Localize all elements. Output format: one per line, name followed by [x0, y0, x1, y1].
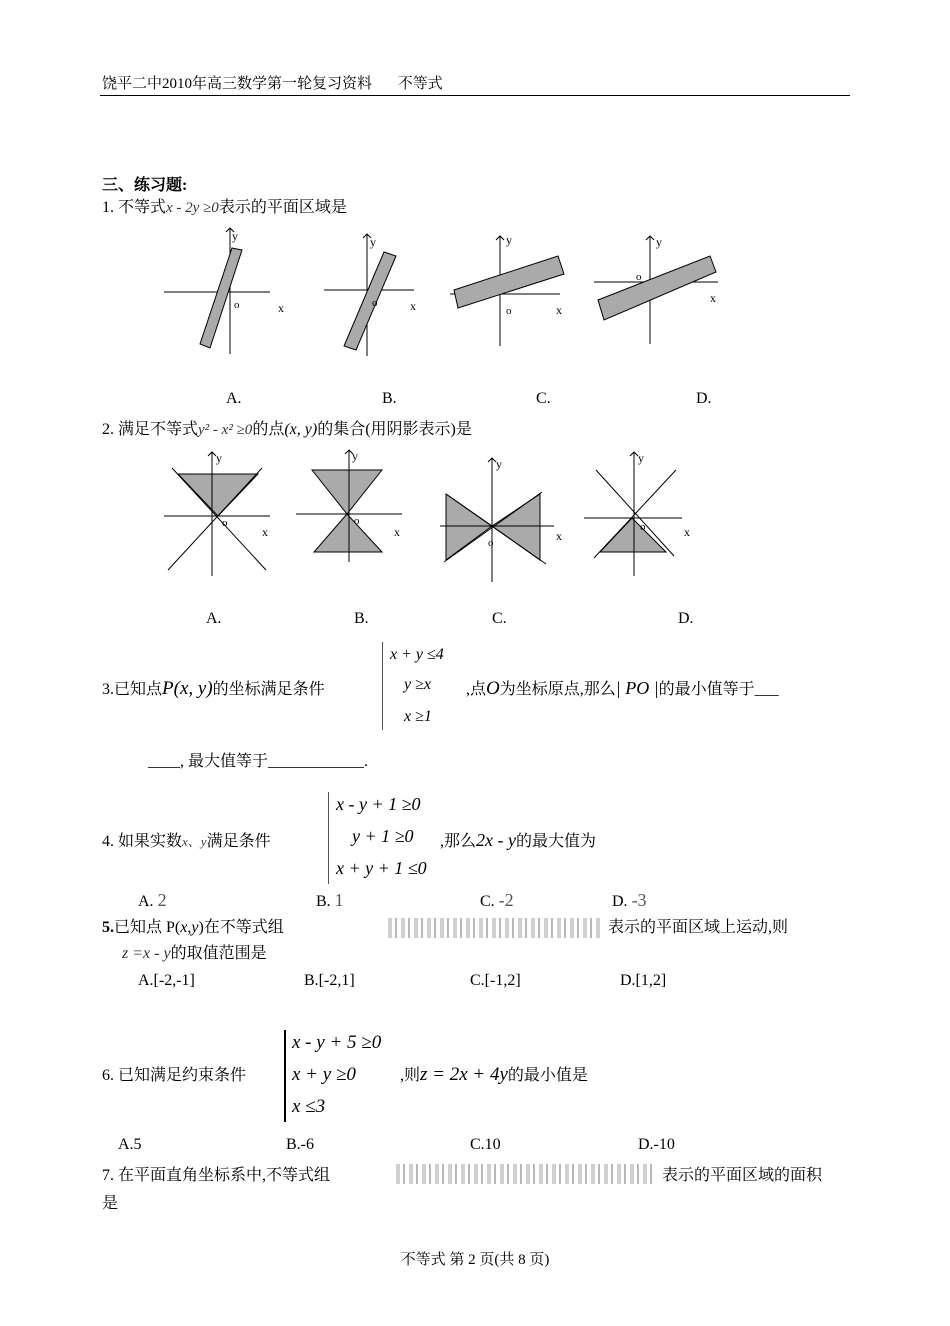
q7-text-after: 表示的平面区域的面积 [662, 1167, 823, 1184]
svg-text:o: o [354, 515, 360, 527]
q4-choice-d[interactable]: D. -3 [612, 890, 647, 910]
q2-graph-b [294, 448, 414, 568]
svg-text:y: y [656, 235, 662, 249]
svg-text:y: y [496, 457, 502, 471]
q5-text-after: 表示的平面区域上运动,则 [608, 919, 789, 936]
q4-choice-b[interactable]: B. 1 [316, 890, 344, 910]
svg-text:y: y [638, 451, 644, 465]
svg-text:x: x [684, 525, 690, 539]
axis-y-label: y [232, 229, 238, 243]
q1-text: 1. 不等式x - 2y ≥0表示的平面区域是 [102, 199, 347, 216]
q2-graph-a [162, 450, 282, 580]
page-footer: 不等式 第 2 页(共 8 页) [400, 1252, 550, 1268]
svg-text:o: o [488, 537, 494, 549]
section-title: 三、练习题: [102, 177, 188, 194]
q2-expr: y² - x² ≥0 [198, 422, 253, 438]
svg-text:o: o [222, 517, 228, 529]
q2-text: 2. 满足不等式y² - x² ≥0的点(x, y)的集合(用阴影表示)是 [102, 421, 472, 438]
q2-choice-b[interactable]: B. [354, 610, 369, 627]
svg-text:x: x [556, 529, 562, 543]
q7-inequality-image [396, 1164, 654, 1184]
origin-label: o [234, 299, 240, 311]
q1-choice-c[interactable]: C. [536, 390, 551, 407]
q3-line2: ____, 最大值等于____________. [148, 753, 369, 770]
q6-choice-b[interactable]: B.-6 [286, 1136, 314, 1153]
q4-text: 4. 如果实数x、y满足条件 [102, 833, 271, 850]
q3-text: 3.已知点P(x, y)的坐标满足条件 [102, 678, 325, 699]
q6-choice-c[interactable]: C.10 [470, 1136, 501, 1153]
q3-brace [382, 642, 383, 730]
q7-line2: 是 [102, 1195, 119, 1212]
q5-line2: z =x - y的取值范围是 [122, 945, 267, 962]
q5-choice-a[interactable]: A.[-2,-1] [138, 972, 195, 989]
q3-text-after: ,点O为坐标原点,那么| PO |的最小值等于___ [466, 678, 779, 699]
header-topic: 不等式 [397, 76, 443, 92]
header-rule [100, 95, 850, 96]
q6-brace [284, 1030, 286, 1122]
q5-choice-b[interactable]: B.[-2,1] [304, 972, 355, 989]
q4-choice-a[interactable]: A. 2 [138, 890, 167, 910]
q1-expr: x - 2y ≥0 [166, 200, 219, 216]
q1-choice-b[interactable]: B. [382, 390, 397, 407]
q1-choice-d[interactable]: D. [696, 390, 712, 407]
q2-choice-c[interactable]: C. [492, 610, 507, 627]
svg-text:y: y [370, 235, 376, 249]
q3-point: P(x, y) [162, 678, 213, 699]
svg-text:y: y [506, 233, 512, 247]
svg-text:o: o [506, 305, 512, 317]
q6-choice-d[interactable]: D.-10 [638, 1136, 675, 1153]
q2-choice-a[interactable]: A. [206, 610, 222, 627]
q5-choice-d[interactable]: D.[1,2] [620, 972, 667, 989]
q5-choice-c[interactable]: C.[-1,2] [470, 972, 521, 989]
svg-text:y: y [216, 451, 222, 465]
q5-text: 5.已知点 P(x,y)在不等式组 [102, 919, 284, 936]
q2-graph-c [438, 456, 568, 586]
svg-text:o: o [636, 271, 642, 283]
q2-graph-d [582, 450, 702, 580]
svg-text:o: o [372, 297, 378, 309]
svg-text:o: o [640, 521, 646, 533]
q6-text: 6. 已知满足约束条件 [102, 1067, 247, 1084]
page-header [102, 72, 465, 93]
q5-inequality-image [388, 918, 602, 938]
q1-graph-c [448, 230, 578, 350]
svg-text:x: x [410, 299, 416, 313]
q7-text: 7. 在平面直角坐标系中,不等式组 [102, 1167, 331, 1184]
q1-choice-a[interactable]: A. [226, 390, 242, 407]
q1-graph-d [592, 230, 732, 350]
q6-text-after: ,则z = 2x + 4y的最小值是 [400, 1064, 588, 1085]
header-school: 饶平二中2010年高三数学第一轮复习资料 [102, 76, 373, 92]
q1-graph-a [162, 228, 292, 358]
q6-choice-a[interactable]: A.5 [118, 1136, 142, 1153]
svg-text:x: x [710, 291, 716, 305]
svg-text:x: x [556, 303, 562, 317]
q4-choice-c[interactable]: C. -2 [480, 890, 514, 910]
svg-text:x: x [394, 525, 400, 539]
svg-text:x: x [262, 525, 268, 539]
q2-choice-d[interactable]: D. [678, 610, 694, 627]
svg-text:y: y [352, 449, 358, 463]
q1-graph-b [322, 230, 432, 360]
q2-point: (x, y) [284, 421, 318, 438]
q4-brace [328, 792, 329, 884]
axis-x-label: x [278, 301, 284, 315]
q4-text-after: ,那么2x - y的最大值为 [440, 830, 597, 850]
